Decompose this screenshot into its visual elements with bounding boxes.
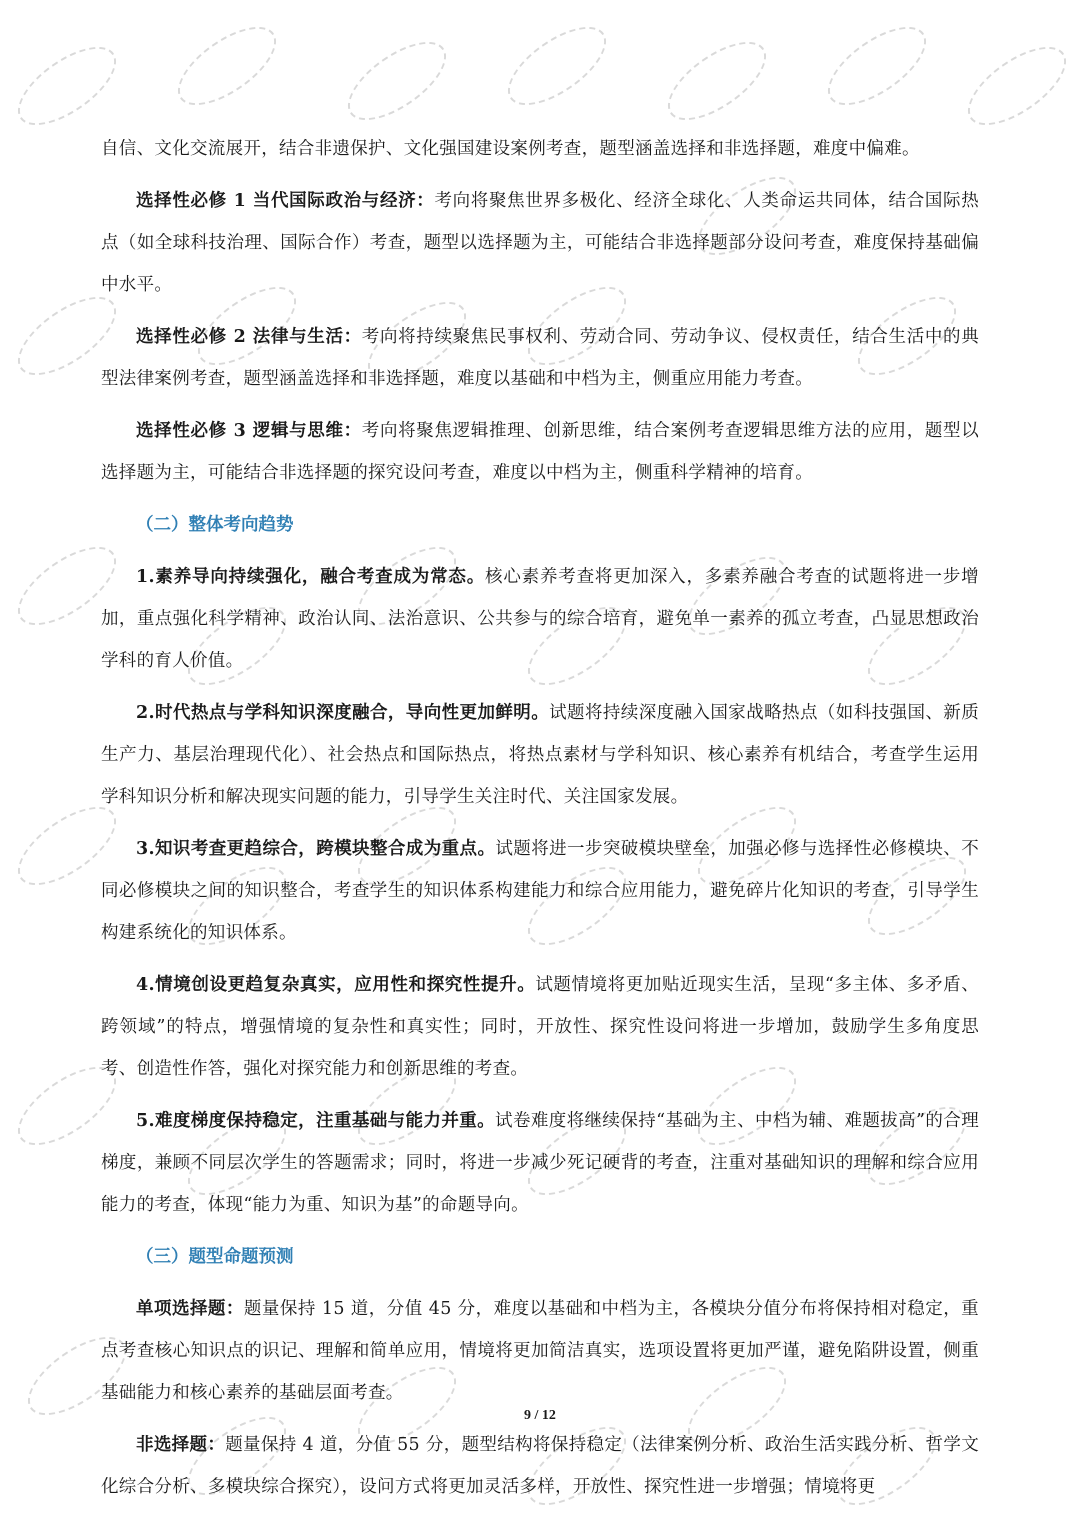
question-type-single-choice <box>101 1288 979 1414</box>
paragraph-cultural-continuation: 自信、文化交流展开，结合非遗保护、文化强国建设案例考查，题型涵盖选择和非选择题，难度中偏难。 <box>101 139 920 159</box>
document-body <box>101 128 979 1518</box>
paragraph-body: 题量保持 4 道，分值 55 分，题型结构将保持稳定（法律案例分析、政治生活实践分析、哲学文化综合分析、多模块综合探究），设问方式将更加灵活多样，开放性、探究性进一步增强；情境将更 <box>101 1435 979 1497</box>
paragraph-body: 考向将聚焦世界多极化、经济全球化、人类命运共同体，结合国际热点（如全球科技治理、国际合作）考查，题型以选择题为主，可能结合非选择题部分设问考查，难度保持基础偏中水平。 <box>101 191 980 295</box>
paragraph-lead: 2.时代热点与学科知识深度融合，导向性更加鲜明。 <box>136 703 550 723</box>
trend-item-1 <box>101 556 979 682</box>
paragraph-lead: 非选择题： <box>136 1435 226 1455</box>
paragraph-body: 考向将聚焦逻辑推理、创新思维，结合案例考查逻辑思维方法的应用，题型以选择题为主，可能结合非选择题的探究设问考查，难度以中档为主，侧重科学精神的培育。 <box>101 421 979 483</box>
section-heading-overall-trend: （二）整体考向趋势 <box>136 515 294 535</box>
paragraph-lead: 5.难度梯度保持稳定，注重基础与能力并重。 <box>136 1111 496 1131</box>
watermark-stamp <box>955 32 1078 140</box>
watermark-stamp <box>655 27 778 135</box>
paragraph-body: 核心素养考查将更加深入，多素养融合考查的试题将进一步增加，重点强化科学精神、政治认同、法治意识、公共参与的综合培育，避免单一素养的孤立考查，凸显思想政治学科的育人价值。 <box>101 567 979 671</box>
paragraph-body: 题量保持 15 道，分值 45 分，难度以基础和中档为主，各模块分值分布将保持相对稳定，重点考查核心知识点的识记、理解和简单应用，情境将更加简洁真实，选项设置将更加严谨，避免陷阱设置，侧重基础能力和核心素养的基础层面考查。 <box>101 1299 979 1403</box>
paragraph-lead: 3.知识考查更趋综合，跨模块整合成为重点。 <box>136 839 496 859</box>
trend-item-2 <box>101 692 979 818</box>
paragraph-elective-3 <box>101 410 979 494</box>
paragraph-body: 试题将持续深度融入国家战略热点（如科技强国、新质生产力、基层治理现代化）、社会热点和国际热点，将热点素材与学科知识、核心素养有机结合，考查学生运用学科知识分析和解决现实问题的能力，引导学生关注时代、关注国家发展。 <box>101 703 980 807</box>
watermark-stamp <box>495 12 618 120</box>
paragraph-lead: 选择性必修 3 逻辑与思维： <box>136 421 362 441</box>
paragraph-body: 试题情境将更加贴近现实生活，呈现“多主体、多矛盾、跨领域”的特点，增强情境的复杂性和真实性；同时，开放性、探究性设问将进一步增加，鼓励学生多角度思考、创造性作答，强化对探究能力和创新思维的考查。 <box>101 975 979 1079</box>
watermark-stamp <box>335 27 458 135</box>
watermark-stamp <box>165 12 288 120</box>
paragraph-lead: 单项选择题： <box>136 1299 244 1319</box>
watermark-stamp <box>5 32 128 140</box>
paragraph-lead: 选择性必修 1 当代国际政治与经济： <box>136 191 435 211</box>
watermark-stamp <box>815 12 938 120</box>
page-number: 9 / 12 <box>524 1408 556 1423</box>
trend-item-4 <box>101 964 979 1090</box>
paragraph-elective-1 <box>101 180 979 306</box>
paragraph-body: 试卷难度将继续保持“基础为主、中档为辅、难题拔高”的合理梯度，兼顾不同层次学生的答题需求；同时，将进一步减少死记硬背的考查，注重对基础知识的理解和综合应用能力的考查，体现“能力为重、知识为基”的命题导向。 <box>101 1111 979 1215</box>
paragraph-lead: 选择性必修 2 法律与生活： <box>136 327 362 347</box>
trend-item-5 <box>101 1100 979 1226</box>
paragraph-body: 考向将持续聚焦民事权利、劳动合同、劳动争议、侵权责任，结合生活中的典型法律案例考查，题型涵盖选择和非选择题，难度以基础和中档为主，侧重应用能力考查。 <box>101 327 979 389</box>
paragraph-lead: 1.素养导向持续强化，融合考查成为常态。 <box>136 567 486 587</box>
paragraph-elective-2 <box>101 316 979 400</box>
trend-item-3 <box>101 828 979 954</box>
section-heading-question-types: （三）题型命题预测 <box>136 1247 294 1267</box>
paragraph-body: 试题将进一步突破模块壁垒，加强必修与选择性必修模块、不同必修模块之间的知识整合，考查学生的知识体系构建能力和综合应用能力，避免碎片化知识的考查，引导学生构建系统化的知识体系。 <box>101 839 979 943</box>
paragraph-lead: 4.情境创设更趋复杂真实，应用性和探究性提升。 <box>136 975 536 995</box>
question-type-non-choice <box>101 1424 979 1508</box>
